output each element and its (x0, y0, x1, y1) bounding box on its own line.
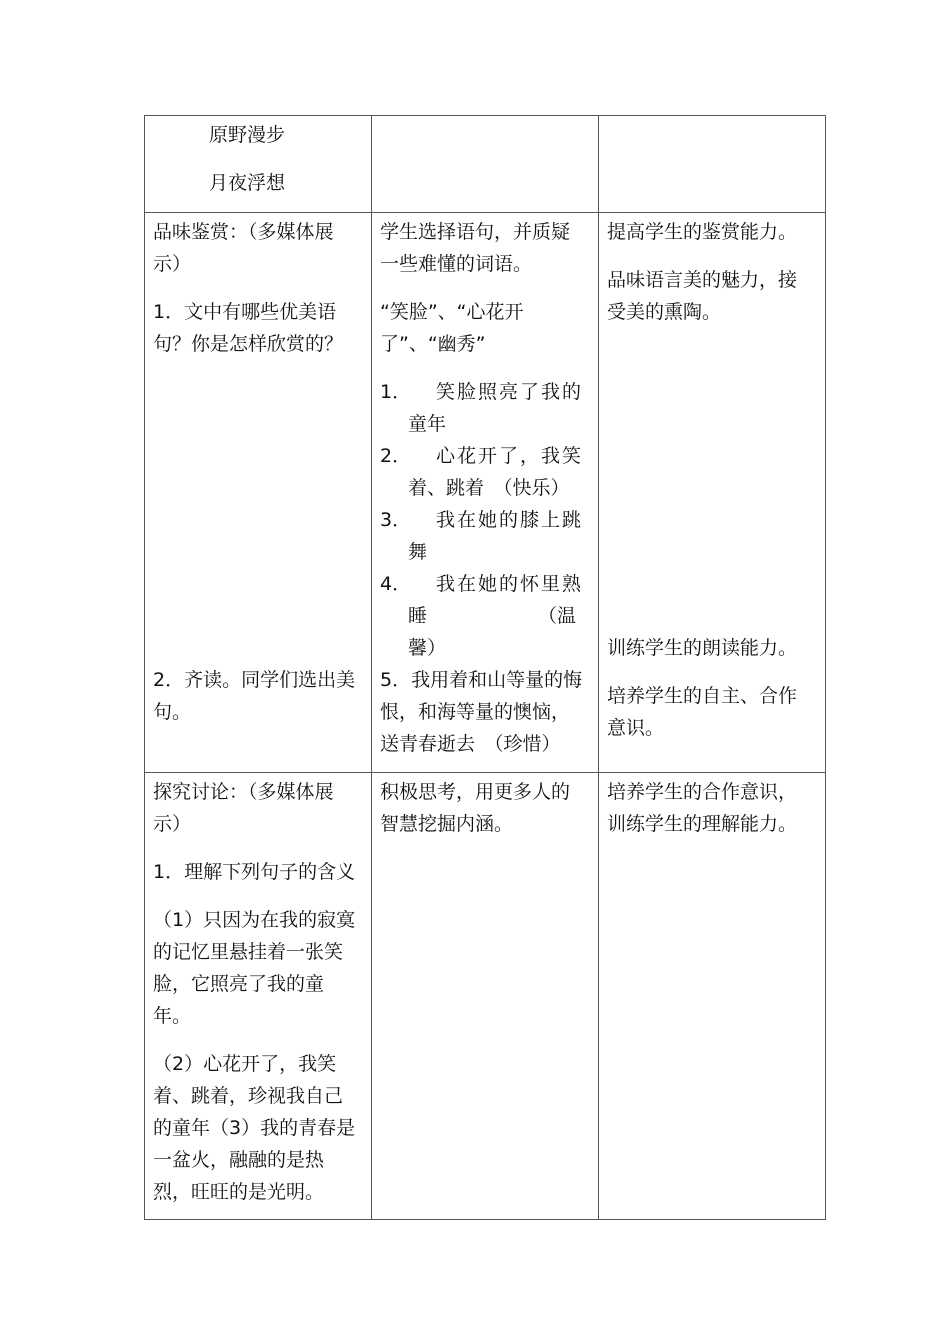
table-cell (599, 773, 826, 1220)
discussion-heading: 探究讨论：（多媒体展 (153, 781, 334, 803)
table-row (145, 773, 826, 1220)
appreciation-heading: 品味鉴赏：（多媒体展 (153, 221, 334, 243)
sentence-2: （2）心花开了，我笑 (153, 1053, 337, 1075)
discussion-task: 1．理解下列句子的含义 (153, 861, 356, 883)
student-thinking: 积极思考，用更多人的 (380, 781, 571, 803)
item-4-note: （温 (538, 605, 577, 627)
appreciation-heading-cont: 示） (153, 253, 192, 275)
item-1-num: 1． (380, 381, 412, 403)
key-words-cont: 了”、“幽秀” (380, 333, 486, 355)
goal-appreciation: 提高学生的鉴赏能力。 (607, 221, 798, 243)
row1-line-1: 原野漫步 (209, 124, 286, 146)
item-5-cont-2: 送青春逝去 （珍惜） (380, 733, 561, 755)
table-cell (599, 116, 826, 213)
table-row (145, 213, 826, 773)
item-1-cont: 童年 (408, 413, 447, 435)
table-cell (372, 116, 599, 213)
goal-comprehension: 训练学生的理解能力。 (607, 813, 798, 835)
table-row (145, 116, 826, 213)
table-cell (372, 213, 599, 773)
item-2-text: 心花开了，我笑 (436, 445, 584, 467)
table-cell (599, 213, 826, 773)
row1-line-2: 月夜浮想 (209, 172, 286, 194)
goal-autonomy-cont: 意识。 (607, 717, 665, 739)
student-thinking-cont: 智慧挖掘内涵。 (380, 813, 514, 835)
sentence-2-cont-3: 一盆火，融融的是热 (153, 1149, 325, 1171)
discussion-heading-cont: 示） (153, 813, 192, 835)
goal-language-cont: 受美的熏陶。 (607, 301, 722, 323)
question-2: 2．齐读。同学们选出美 (153, 669, 356, 691)
lesson-plan-table (144, 115, 826, 1220)
table-cell (145, 773, 372, 1220)
table-cell (145, 213, 372, 773)
goal-language: 品味语言美的魅力，接 (607, 269, 798, 291)
item-5-cont: 恨，和海等量的懊恼， (380, 701, 571, 723)
item-3-num: 3． (380, 509, 412, 531)
question-1: 1．文中有哪些优美语 (153, 301, 337, 323)
sentence-1-cont-2: 脸，它照亮了我的童 (153, 973, 325, 995)
item-4-text: 我在她的怀里熟 (436, 573, 584, 595)
item-4-num: 4． (380, 573, 412, 595)
goal-cooperation: 培养学生的合作意识， (607, 781, 798, 803)
item-4-note-cont: 馨） (408, 637, 447, 659)
goal-reading: 训练学生的朗读能力。 (607, 637, 798, 659)
item-5: 5．我用着和山等量的悔 (380, 669, 583, 691)
sentence-2-cont-4: 烈，旺旺的是光明。 (153, 1181, 325, 1203)
key-words: “笑脸”、“心花开 (380, 301, 524, 323)
table-cell (145, 116, 372, 213)
student-intro: 学生选择语句，并质疑 (380, 221, 571, 243)
item-3-text: 我在她的膝上跳 (436, 509, 584, 531)
item-4-cont: 睡 (408, 605, 428, 627)
item-3-cont: 舞 (408, 541, 428, 563)
question-2-cont: 句。 (153, 701, 192, 723)
item-2-num: 2． (380, 445, 412, 467)
goal-autonomy: 培养学生的自主、合作 (607, 685, 798, 707)
sentence-1: （1）只因为在我的寂寞 (153, 909, 356, 931)
sentence-2-cont-2: 的童年（3）我的青春是 (153, 1117, 356, 1139)
sentence-1-cont-3: 年。 (153, 1005, 192, 1027)
question-1-cont: 句？你是怎样欣赏的？ (153, 333, 344, 355)
sentence-1-cont: 的记忆里悬挂着一张笑 (153, 941, 344, 963)
sentence-2-cont: 着、跳着，珍视我自己 (153, 1085, 344, 1107)
item-1-text: 笑脸照亮了我的 (436, 381, 584, 403)
student-intro-cont: 一些难懂的词语。 (380, 253, 533, 275)
item-2-cont: 着、跳着 （快乐） (408, 477, 570, 499)
table-cell (372, 773, 599, 1220)
